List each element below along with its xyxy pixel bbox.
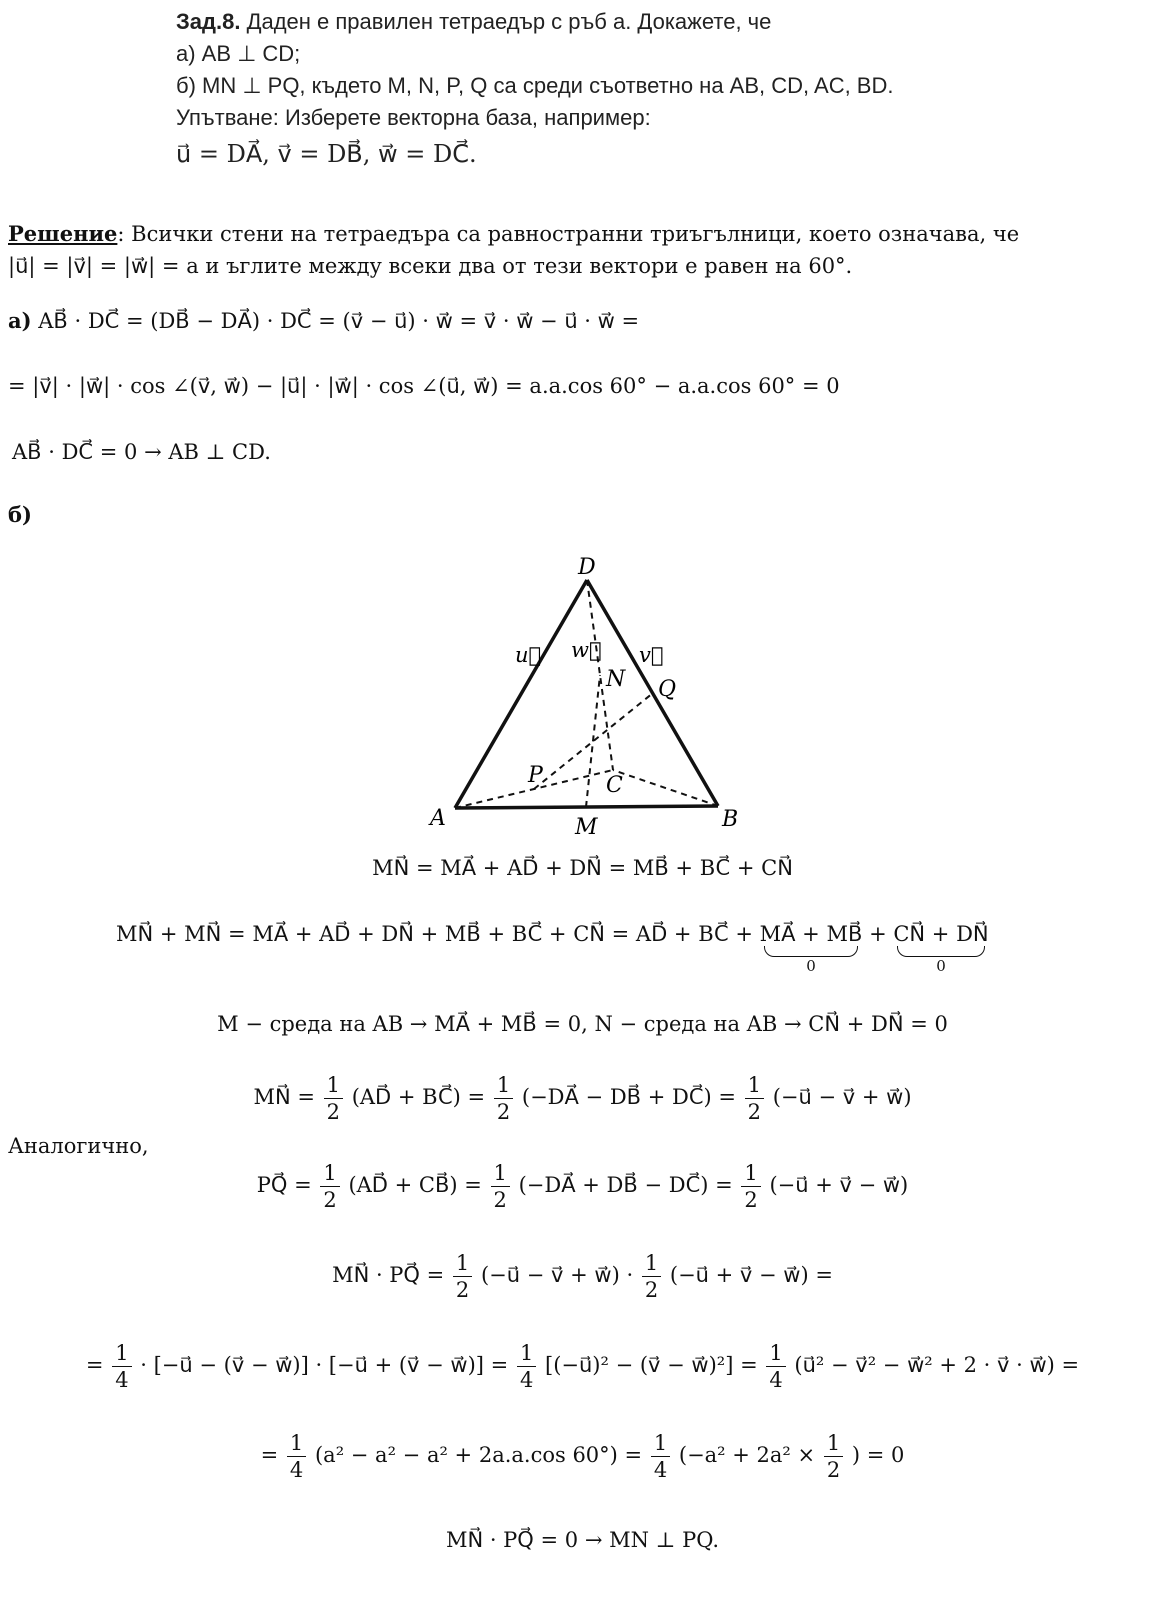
vector-label-w: w⃗: [571, 638, 602, 662]
part-a-line-2: = |v⃗| · |w⃗| · cos ∠(v⃗, w⃗) − |u⃗| · |w⃗| · cos ∠(u⃗, w⃗) = a.a.cos 60° − a.a.cos 60° = 0: [8, 374, 840, 398]
task-text: Даден е правилен тетраедър с ръб a. Докажете, че: [240, 9, 772, 34]
derivation-line-7: = $\frac{1}{4}$ · [−u⃗ − (v⃗ − w⃗)] · [−u⃗ + (v⃗ − w⃗)] = $\frac{1}{4}$ [(−u⃗)² − (v⃗ − w⃗)²] = $\frac{1}{4}$ (u⃗² − v⃗² − w⃗² + 2 · v⃗ · w⃗) =: [85, 1341, 1080, 1392]
underbrace-ma-mb: MA⃗ + MB⃗ 0: [759, 922, 863, 975]
part-a-line-3: AB⃗ · DC⃗ = 0 → AB ⊥ CD.: [12, 440, 271, 464]
derivation-line-5: PQ⃗ = $\frac{1}{2}$ (AD⃗ + CB⃗) = $\frac{1}{2}$ (−DA⃗ + DB⃗ − DC⃗) = $\frac{1}{2}$ (−u⃗ + v⃗ − w⃗): [256, 1161, 909, 1212]
analogously-label: Аналогично,: [8, 1134, 149, 1158]
derivation-line-8: = $\frac{1}{4}$ (a² − a² − a² + 2a.a.cos 60°) = $\frac{1}{4}$ (−a² + 2a² × $\frac{1}{2}$ ) = 0: [260, 1431, 905, 1482]
part-a-label: а): [8, 308, 32, 333]
task-part-b: б) MN ⊥ PQ, където M, N, P, Q са среди съответно на AB, CD, AC, BD.: [176, 73, 894, 98]
derivation-line-3: M − среда на AB → MA⃗ + MB⃗ = 0, N − среда на AB → CN⃗ + DN⃗ = 0: [217, 1012, 948, 1036]
derivation-conclusion: MN⃗ · PQ⃗ = 0 → MN ⊥ PQ.: [445, 1528, 720, 1552]
part-a-line-1: [8, 308, 639, 333]
derivation-line-6: MN⃗ · PQ⃗ = $\frac{1}{2}$ (−u⃗ − v⃗ + w⃗) · $\frac{1}{2}$ (−u⃗ + v⃗ − w⃗) =: [332, 1251, 833, 1302]
task-heading: Зад.8.: [176, 9, 241, 34]
solution-intro-text: : Всички стени на тетраедъра са равностранни триъгълници, което означава, че: [117, 222, 1020, 246]
point-label-m: M: [575, 815, 598, 840]
task-hint: Упътване: Изберете векторна база, например:: [176, 105, 651, 130]
tetrahedron-figure: [420, 548, 780, 848]
vertex-label-d: D: [578, 555, 596, 580]
vertex-label-a: A: [430, 806, 446, 831]
derivation-line-1: MN⃗ = MA⃗ + AD⃗ + DN⃗ = MB⃗ + BC⃗ + CN⃗: [372, 856, 793, 880]
vector-label-u: u⃗: [515, 643, 542, 667]
part-a-eq-1: AB⃗ · DC⃗ = (DB⃗ − DA⃗) · DC⃗ = (v⃗ − u⃗) · w⃗ = v⃗ · w⃗ − u⃗ · w⃗ =: [38, 309, 640, 333]
point-label-n: N: [606, 667, 626, 692]
vertex-label-b: B: [722, 807, 739, 832]
derivation-line-4: MN⃗ = $\frac{1}{2}$ (AD⃗ + BC⃗) = $\frac{1}{2}$ (−DA⃗ − DB⃗ + DC⃗) = $\frac{1}{2}$ (−u⃗ − v⃗ + w⃗): [253, 1073, 912, 1124]
derivation-line-2-left: MN⃗ + MN⃗ = MA⃗ + AD⃗ + DN⃗ + MB⃗ + BC⃗ + CN⃗ = AD⃗ + BC⃗ +: [116, 922, 753, 946]
vector-label-v: v⃗: [639, 643, 664, 667]
point-label-p: P: [528, 763, 543, 788]
part-b-label: б): [8, 502, 32, 527]
underbrace-cn-dn: CN⃗ + DN⃗ 0: [893, 922, 989, 975]
task-statement: [176, 6, 1056, 170]
solution-intro: [8, 218, 1148, 282]
task-basis: u⃗ = DA⃗, v⃗ = DB⃗, w⃗ = DC⃗.: [176, 140, 477, 168]
point-label-q: Q: [658, 677, 677, 702]
solution-label: Решение: [8, 221, 118, 246]
derivation-line-2: MN⃗ + MN⃗ = MA⃗ + AD⃗ + DN⃗ + MB⃗ + BC⃗ + CN⃗ = AD⃗ + BC⃗ + MA⃗ + MB⃗ 0 + CN⃗ + DN⃗ 0: [116, 922, 989, 975]
vertex-label-c: C: [606, 773, 623, 798]
solution-intro-text-2: |u⃗| = |v⃗| = |w⃗| = a и ъглите между всеки два от тези вектори е равен на 60°.: [8, 254, 853, 278]
task-part-a: а) AB ⊥ CD;: [176, 41, 301, 66]
